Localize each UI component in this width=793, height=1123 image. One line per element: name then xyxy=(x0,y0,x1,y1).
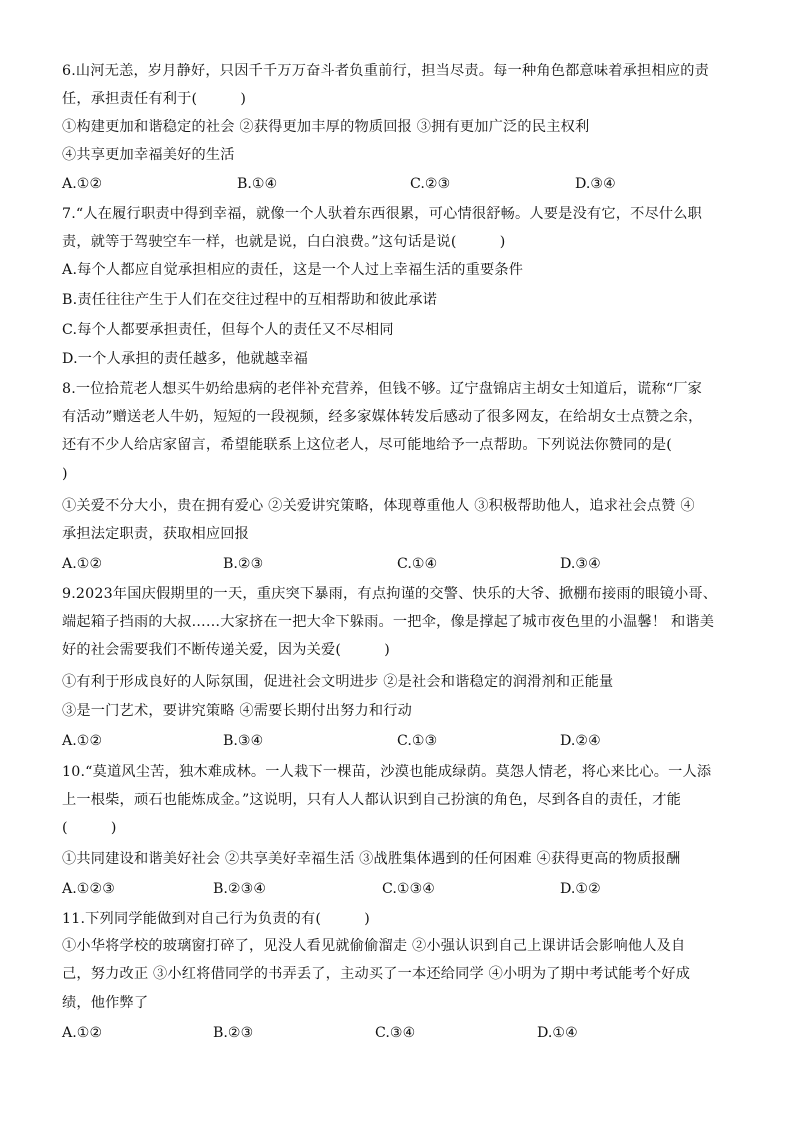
statement-line: ①有利于形成良好的人际氛围，促进社会文明进步 ②是社会和谐稳定的润滑剂和正能量 xyxy=(62,674,614,690)
option-line: A.每个人都应自觉承担相应的责任，这是一个人过上幸福生活的重要条件 xyxy=(62,262,524,278)
statement-line: ④共享更加幸福美好的生活 xyxy=(62,147,235,163)
question-text-line: 还有不少人给店家留言，希望能联系上这位老人，尽可能地给予一点帮助。下列说法你赞同的是( xyxy=(62,437,673,453)
option-b: B.③④ xyxy=(223,733,264,749)
question-text-line: 好的社会需要我们不断传递关爱，因为关爱( ) xyxy=(62,642,390,658)
statement-line: ①构建更加和谐稳定的社会 ②获得更加丰厚的物质回报 ③拥有更加广泛的民主权利 xyxy=(62,119,590,135)
option-c: C.①④ xyxy=(397,556,438,572)
option-a: A.①②③ xyxy=(62,881,115,897)
statement-line: ①小华将学校的玻璃窗打碎了，见没人看见就偷偷溜走 ②小强认识到自己上课讲话会影响他人及自 xyxy=(62,938,686,954)
statement-line: ①共同建设和谐美好社会 ②共享美好幸福生活 ③战胜集体遇到的任何困难 ④获得更高的物质报酬 xyxy=(62,851,681,867)
question-text-line: 8.一位拾荒老人想买牛奶给患病的老伴补充营养，但钱不够。辽宁盘锦店主胡女士知道后，谎称“厂家 xyxy=(62,381,703,397)
statement-line: ①关爱不分大小，贵在拥有爱心 ②关爱讲究策略，体现尊重他人 ③积极帮助他人，追求社会点赞 ④ xyxy=(62,498,695,514)
option-line: D.一个人承担的责任越多，他就越幸福 xyxy=(62,351,308,367)
option-b: B.②③④ xyxy=(213,881,267,897)
question-text-line: 任，承担责任有利于( ) xyxy=(62,91,247,107)
option-c: C.①③④ xyxy=(382,881,436,897)
question-text-line: 9.2023年国庆假期里的一天，重庆突下暴雨，有点拘谨的交警、快乐的大爷、掀棚布接雨的眼镜小哥、 xyxy=(62,586,718,602)
option-d: D.②④ xyxy=(560,733,601,749)
statement-line: 绩，他作弊了 xyxy=(62,995,149,1011)
question-text-line: 6.山河无恙，岁月静好，只因千千万万奋斗者负重前行，担当尽责。每一种角色都意味着承担相应的责 xyxy=(62,63,709,79)
question-text-line: 7.“人在履行职责中得到幸福，就像一个人驮着东西很累，可心情很舒畅。人要是没有它，不尽什么职 xyxy=(62,206,703,222)
question-text-line: 11.下列同学能做到对自己行为负责的有( ) xyxy=(62,911,370,927)
option-line: C.每个人都要承担责任，但每个人的责任又不尽相同 xyxy=(62,322,394,338)
option-d: D.③④ xyxy=(575,176,616,192)
question-text-line: 10.“莫道风尘苦，独木难成林。一人栽下一棵苗，沙漠也能成绿荫。莫怨人情老，将心来比心。一人添 xyxy=(62,764,712,780)
question-text-line: 责，就等于驾驶空车一样，也就是说，白白浪费。”这句话是说( ) xyxy=(62,234,506,250)
option-c: C.①③ xyxy=(397,733,438,749)
option-line: B.责任往往产生于人们在交往过程中的互相帮助和彼此承诺 xyxy=(62,292,438,308)
option-d: D.③④ xyxy=(560,556,601,572)
question-text-line: 上一根柴，顽石也能炼成金。”这说明，只有人人都认识到自己扮演的角色，尽到各自的责任，才能 xyxy=(62,792,682,808)
statement-line: ③是一门艺术，要讲究策略 ④需要长期付出努力和行动 xyxy=(62,703,413,719)
option-a: A.①② xyxy=(62,1025,103,1041)
option-b: B.②③ xyxy=(213,1025,254,1041)
option-b: B.①④ xyxy=(237,176,278,192)
statement-line: 己，努力改正 ③小红将借同学的书弄丢了，主动买了一本还给同学 ④小明为了期中考试能考个好成 xyxy=(62,966,691,982)
question-text-line: 有活动”赠送老人牛奶，短短的一段视频，经多家媒体转发后感动了很多网友，在给胡女士点赞之余， xyxy=(62,409,703,425)
option-b: B.②③ xyxy=(223,556,264,572)
option-a: A.①② xyxy=(62,733,103,749)
question-text-line: ( ) xyxy=(62,820,117,836)
option-d: D.①② xyxy=(560,881,601,897)
option-c: C.③④ xyxy=(375,1025,416,1041)
option-a: A.①② xyxy=(62,176,103,192)
question-text-line: 端起箱子挡雨的大叔……大家挤在一把大伞下躲雨。一把伞，像是撑起了城市夜色里的小温馨！ 和谐美 xyxy=(62,614,715,630)
option-a: A.①② xyxy=(62,556,103,572)
option-d: D.①④ xyxy=(537,1025,578,1041)
statement-line: 承担法定职责，获取相应回报 xyxy=(62,526,250,542)
question-text-line: ) xyxy=(62,466,68,482)
option-c: C.②③ xyxy=(410,176,451,192)
